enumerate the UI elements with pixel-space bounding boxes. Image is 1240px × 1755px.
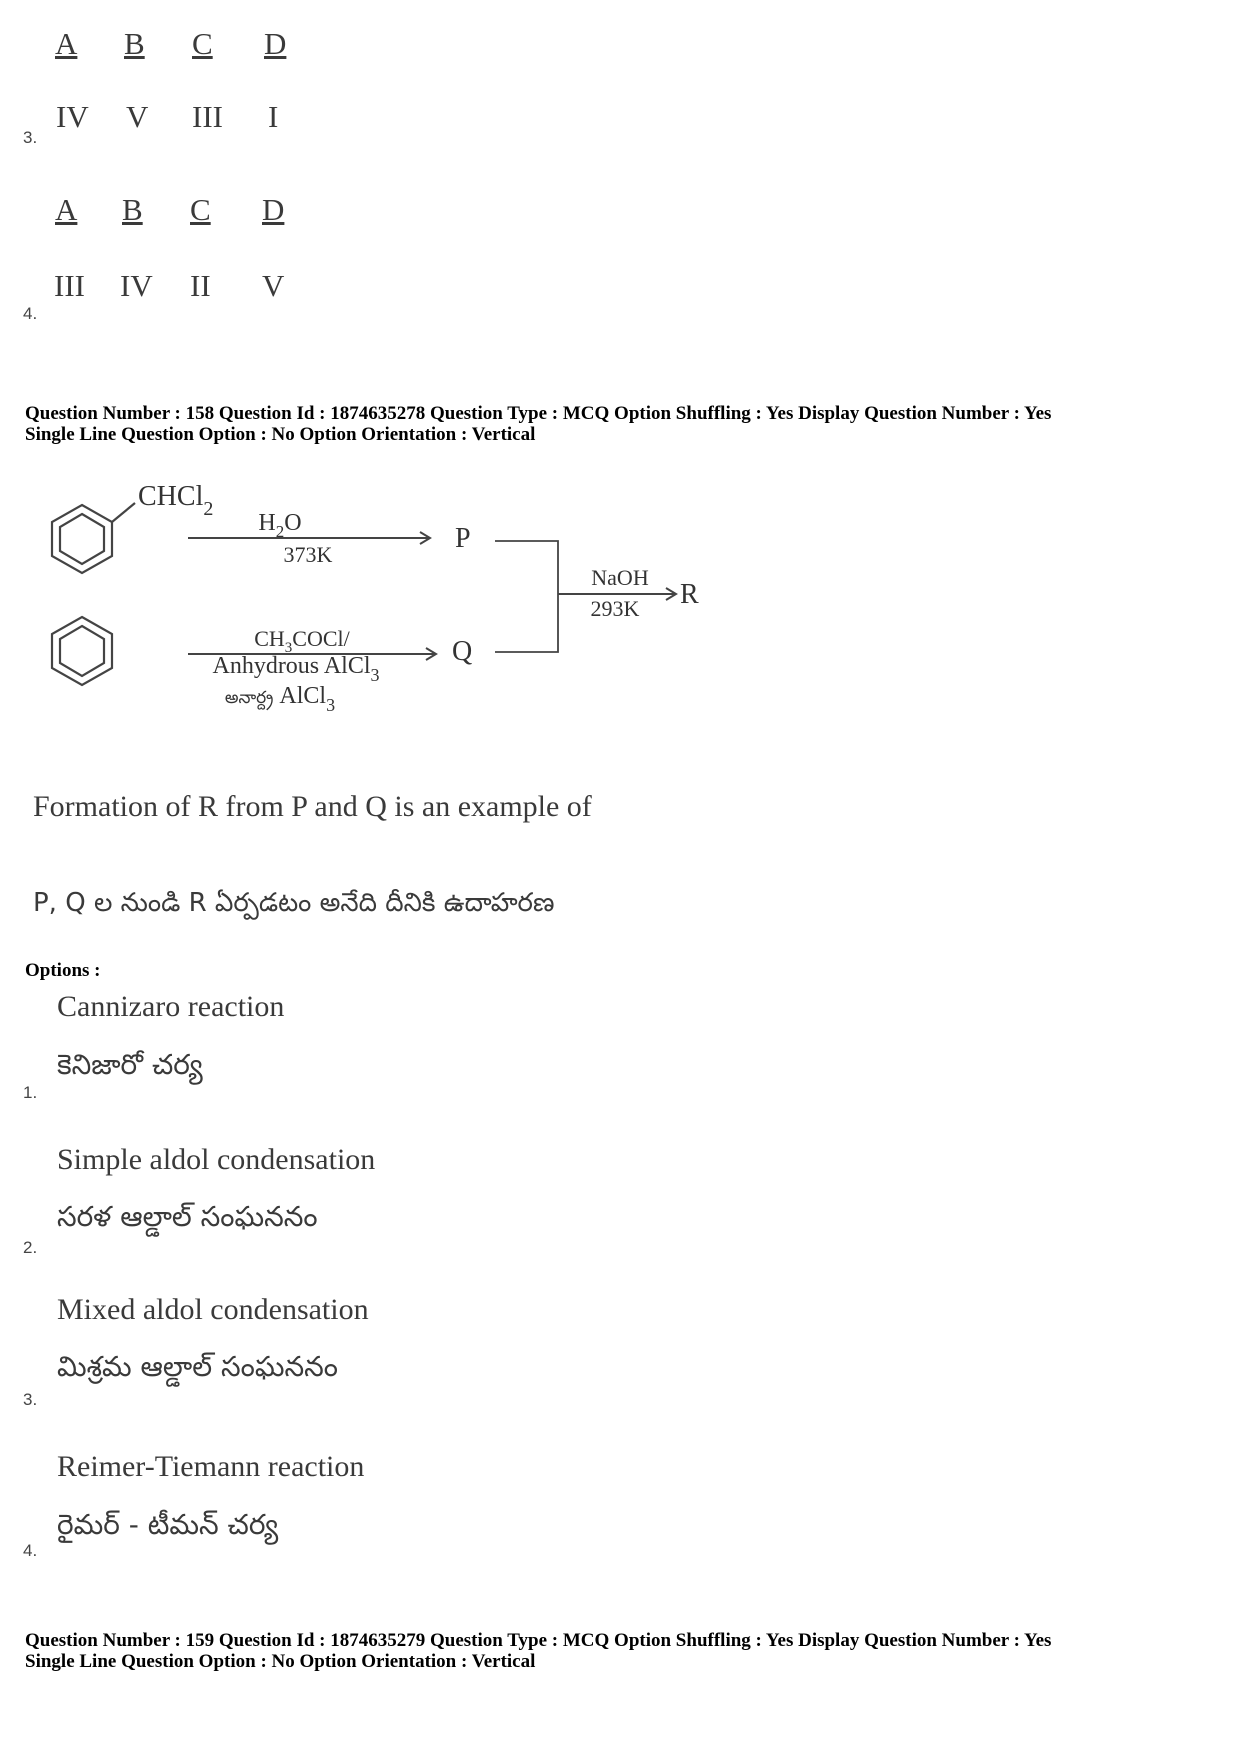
option-4-text-en[interactable]: Reimer-Tiemann reaction (57, 1450, 365, 1483)
value-c: III (192, 99, 223, 134)
value-b: V (126, 99, 149, 134)
substituent-label: CHCl$_2$ (138, 481, 214, 520)
header-a: A (55, 192, 78, 227)
option-2-text-te[interactable]: సరళ ఆల్డాల్ సంఘననం (57, 1200, 318, 1233)
question-meta-line2: Single Line Question Option : No Option Orientation : Vertical (25, 424, 536, 445)
header-c: C (190, 192, 211, 227)
value-d: V (262, 268, 285, 303)
question-stem-en: Formation of R from P and Q is an example of (33, 790, 592, 823)
product-q: Q (452, 636, 473, 667)
option-1-text-te[interactable]: కెనిజారో చర్య (57, 1048, 203, 1081)
header-b: B (122, 192, 143, 227)
join-bracket (495, 541, 558, 652)
value-a: IV (56, 99, 89, 134)
reagent2-line2: Anhydrous AlCl$_3$ (212, 653, 380, 685)
reagent1-bottom: 373K (283, 542, 333, 567)
question-meta-line2: Single Line Question Option : No Option Orientation : Vertical (25, 1651, 536, 1672)
options-label: Options : (25, 960, 101, 981)
benzene-ring-2 (52, 617, 112, 685)
value-b: IV (120, 268, 153, 303)
header-c: C (192, 26, 213, 61)
header-b: B (124, 26, 145, 61)
value-a: III (54, 268, 85, 303)
option-2-number: 2. (23, 1238, 38, 1257)
option-3-text-en[interactable]: Mixed aldol condensation (57, 1293, 369, 1326)
benzene-ring-1 (52, 503, 135, 573)
reagent3-bottom: 293K (590, 596, 640, 621)
value-c: II (190, 268, 211, 303)
reagent1-top: $H_2O$ (258, 510, 302, 541)
header-d: D (264, 26, 287, 61)
reagent3-top: NaOH (591, 565, 649, 590)
question-stem-te: P, Q ల నుండి R ఏర్పడటం అనేది దీనికి ఉదాహరణ (33, 888, 555, 918)
product-p: P (455, 523, 471, 554)
option-3-number: 3. (23, 1390, 38, 1409)
product-r: R (680, 579, 699, 610)
header-a: A (55, 26, 78, 61)
option-4-number: 4. (23, 1541, 38, 1560)
question-meta-line1: Question Number : 159 Question Id : 1874635279 Question Type : MCQ Option Shuffling : Yes Display Question Number : Yes (25, 1630, 1052, 1651)
value-d: I (268, 99, 279, 134)
option-1-number: 1. (23, 1083, 38, 1102)
reaction-scheme (40, 470, 740, 720)
option-3-text-te[interactable]: మిశ్రమ ఆల్డాల్ సంఘననం (57, 1350, 338, 1383)
reagent2-line1: $CH_3COCl/$ (254, 626, 350, 656)
option-1-text-en[interactable]: Cannizaro reaction (57, 990, 285, 1023)
option-4-text-te[interactable]: రైమర్ - టీమన్ చర్య (57, 1508, 279, 1541)
option-2-text-en[interactable]: Simple aldol condensation (57, 1143, 376, 1176)
question-meta-line1: Question Number : 158 Question Id : 1874635278 Question Type : MCQ Option Shuffling : Yes Display Question Number : Yes (25, 403, 1052, 424)
reagent2-line3: అనార్ద్ర AlCl$_3$ (224, 683, 336, 715)
option-number: 3. (23, 128, 38, 147)
option-number: 4. (23, 304, 38, 323)
header-d: D (262, 192, 285, 227)
